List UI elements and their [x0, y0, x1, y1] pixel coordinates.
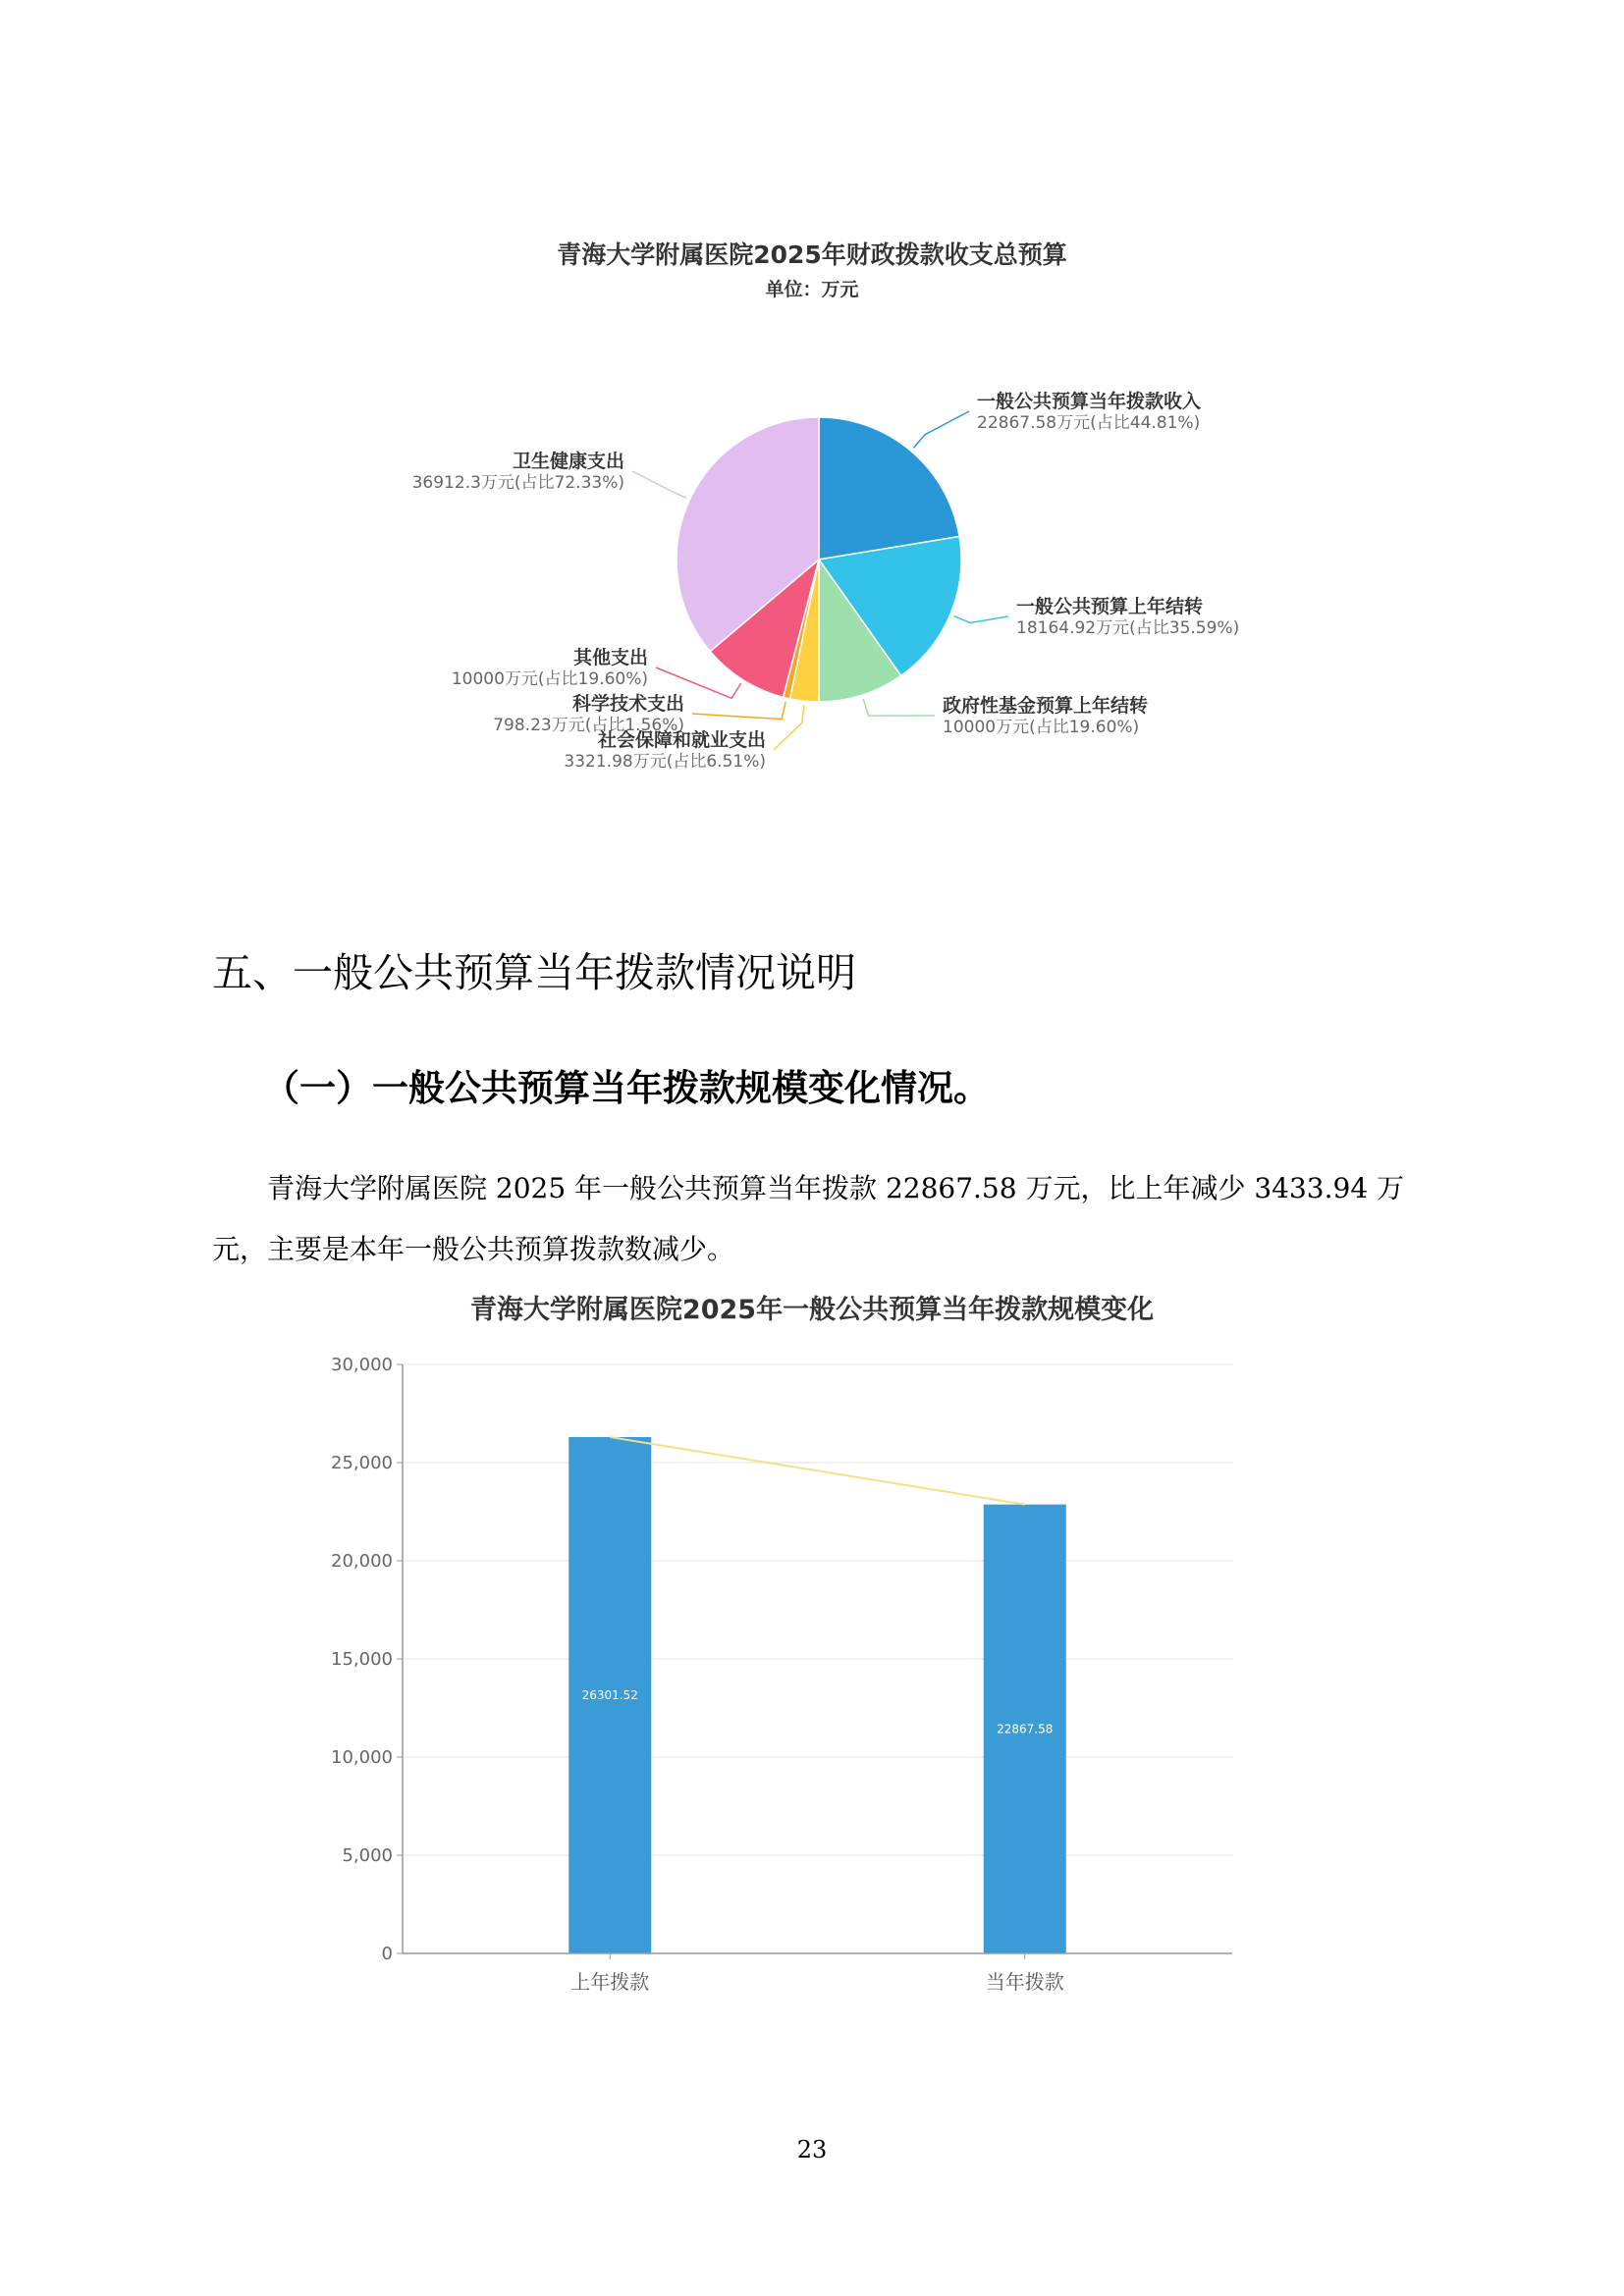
pie-label-value: 10000万元(占比19.60%) — [943, 718, 1140, 737]
pie-leader-line — [913, 411, 969, 448]
x-category-label: 当年拨款 — [985, 1970, 1064, 1994]
pie-label-value: 10000万元(占比19.60%) — [451, 669, 648, 689]
bar-chart — [0, 1276, 1624, 2022]
body-paragraph: 青海大学附属医院 2025 年一般公共预算当年拨款 22867.58 万元，比上年减少 3433.94 万元，主要是本年一般公共预算拨款数减少。 — [212, 1172, 1405, 1265]
y-tick-label: 5,000 — [342, 1845, 393, 1866]
bar-value-label: 22867.58 — [997, 1722, 1054, 1736]
bar-value-label: 26301.52 — [581, 1687, 638, 1702]
pie-label-name: 政府性基金预算上年结转 — [943, 695, 1149, 717]
pie-leader-line — [774, 705, 804, 750]
pie-leader-line — [632, 471, 686, 498]
pie-label-value: 798.23万元(占比1.56%) — [493, 716, 684, 735]
pie-slice — [819, 417, 959, 560]
y-tick-label: 30,000 — [331, 1355, 393, 1375]
pie-label-value: 36912.3万元(占比72.33%) — [411, 473, 624, 493]
y-tick-label: 25,000 — [331, 1453, 393, 1473]
pie-label-name: 一般公共预算当年拨款收入 — [977, 391, 1202, 412]
pie-chart-subtitle: 单位：万元 — [765, 279, 859, 300]
y-tick-label: 0 — [381, 1944, 393, 1964]
pie-label-value: 22867.58万元(占比44.81%) — [977, 413, 1201, 433]
page-number: 23 — [796, 2136, 828, 2163]
sub-heading: （一）一般公共预算当年拨款规模变化情况。 — [263, 1066, 990, 1109]
bar-chart-title: 青海大学附属医院2025年一般公共预算当年拨款规模变化 — [469, 1295, 1155, 1325]
section-heading: 五、一般公共预算当年拨款情况说明 — [212, 949, 856, 996]
y-tick-label: 20,000 — [331, 1551, 393, 1572]
pie-label-value: 3321.98万元(占比6.51%) — [564, 752, 766, 772]
pie-leader-line — [863, 699, 935, 716]
pie-label-name: 一般公共预算上年结转 — [1016, 596, 1204, 617]
y-tick-label: 10,000 — [331, 1747, 393, 1768]
budget-pie-chart — [0, 0, 1624, 834]
y-tick-label: 15,000 — [331, 1649, 393, 1670]
x-category-label: 上年拨款 — [570, 1970, 650, 1994]
pie-label-value: 18164.92万元(占比35.59%) — [1016, 618, 1240, 638]
pie-label-name: 卫生健康支出 — [512, 451, 624, 472]
pie-label-name: 其他支出 — [572, 647, 648, 668]
trend-line — [610, 1437, 1025, 1505]
pie-chart-title: 青海大学附属医院2025年财政拨款收支总预算 — [557, 240, 1067, 269]
pie-leader-line — [953, 615, 1008, 622]
pie-leader-line — [692, 702, 785, 720]
pie-label-name: 科学技术支出 — [571, 693, 684, 715]
pie-label-name: 社会保障和就业支出 — [597, 729, 766, 751]
